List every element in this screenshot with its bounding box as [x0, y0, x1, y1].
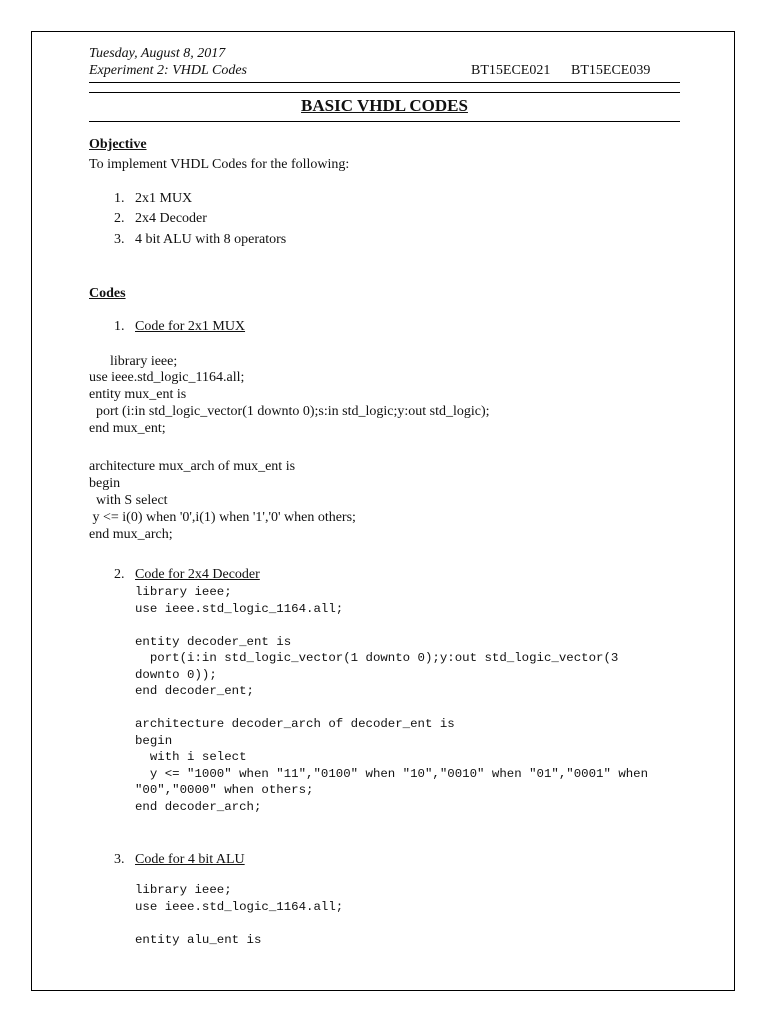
list-item-number: 2.: [114, 211, 125, 226]
codes-heading: Codes: [89, 286, 126, 301]
code-line: end mux_ent;: [89, 421, 166, 436]
decoder-section-title: Code for 2x4 Decoder: [135, 567, 260, 582]
list-item-number: 1.: [114, 191, 125, 206]
header-experiment: Experiment 2: VHDL Codes: [89, 63, 247, 78]
alu-code-block: library ieee; use ieee.std_logic_1164.all; entity alu_ent is: [135, 883, 344, 947]
code-line: architecture mux_arch of mux_ent is: [89, 459, 296, 474]
code-line: library ieee;: [89, 354, 178, 369]
objective-intro: To implement VHDL Codes for the following:: [89, 157, 350, 172]
header-date: Tuesday, August 8, 2017: [89, 46, 226, 61]
code-line: with S select: [89, 493, 168, 508]
header-rule-bottom: [89, 92, 680, 93]
roll-number-1: BT15ECE021: [471, 63, 551, 78]
code-line: y <= i(0) when '0',i(1) when '1','0' when others;: [89, 510, 356, 525]
list-item: 4 bit ALU with 8 operators: [135, 232, 287, 247]
decoder-section-number: 2.: [114, 567, 125, 582]
mux-section-number: 1.: [114, 319, 125, 334]
code-line: end mux_arch;: [89, 527, 173, 542]
alu-section-number: 3.: [114, 852, 125, 867]
code-line: entity mux_ent is: [89, 387, 187, 402]
decoder-code-block: library ieee; use ieee.std_logic_1164.all; entity decoder_ent is port(i:in std_logic_vector(1 downto 0);y:out std_logic_vector(3 downto 0)); end decoder_ent; architecture decoder_arch of decoder_ent is begin with i select y <= "1000" when "11","0100" when "10","0010" when "01","0001" when "00","0000" when others; end decoder_arch;: [135, 585, 649, 814]
roll-number-2: BT15ECE039: [571, 63, 651, 78]
list-item-number: 3.: [114, 232, 125, 247]
header-rule-top: [89, 82, 680, 83]
document-title: BASIC VHDL CODES: [301, 96, 468, 115]
code-line: begin: [89, 476, 121, 491]
objective-heading: Objective: [89, 137, 147, 152]
alu-section-title: Code for 4 bit ALU: [135, 852, 245, 867]
code-line: port (i:in std_logic_vector(1 downto 0);s:in std_logic;y:out std_logic);: [89, 404, 490, 419]
list-item: 2x4 Decoder: [135, 211, 207, 226]
code-line: use ieee.std_logic_1164.all;: [89, 370, 245, 385]
list-item: 2x1 MUX: [135, 191, 193, 206]
mux-section-title: Code for 2x1 MUX: [135, 319, 246, 334]
title-rule: [89, 121, 680, 122]
